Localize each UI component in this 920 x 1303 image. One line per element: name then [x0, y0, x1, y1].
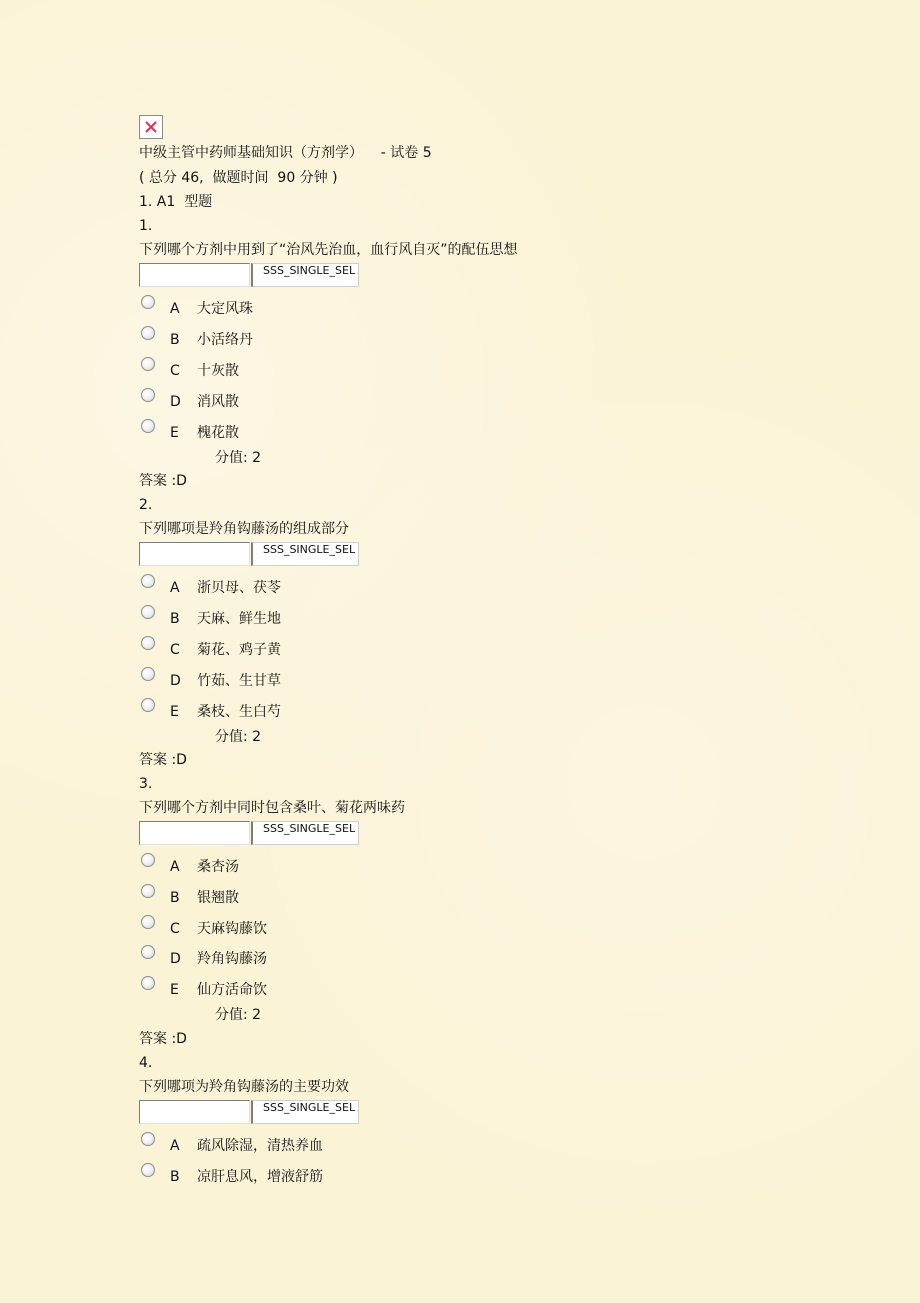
select-type-label: SSS_SINGLE_SEL — [251, 263, 359, 287]
radio-button[interactable] — [141, 574, 155, 588]
question-stem: 下列哪个方剂中用到了“治风先治血，血行风自灭”的配伍思想 — [139, 242, 518, 258]
question-stem: 下列哪项为羚角钩藤汤的主要功效 — [139, 1079, 349, 1095]
radio-button[interactable] — [141, 295, 155, 309]
radio-button[interactable] — [141, 667, 155, 681]
select-type-label: SSS_SINGLE_SEL — [251, 542, 359, 566]
radio-button[interactable] — [141, 388, 155, 402]
answer-key: 答案 :D — [139, 473, 187, 489]
question-number: 4. — [139, 1055, 153, 1071]
answer-input[interactable] — [139, 1100, 250, 1124]
question-number: 2. — [139, 497, 153, 513]
radio-button[interactable] — [141, 976, 155, 990]
score-value: 分值: 2 — [215, 450, 262, 466]
broken-image-icon — [139, 115, 163, 139]
answer-input[interactable] — [139, 542, 250, 566]
radio-button[interactable] — [141, 1132, 155, 1146]
radio-button[interactable] — [141, 636, 155, 650]
radio-button[interactable] — [141, 853, 155, 867]
radio-button[interactable] — [141, 605, 155, 619]
answer-select[interactable] — [139, 1100, 359, 1126]
question-number: 3. — [139, 776, 153, 792]
exam-title: 中级主管中药师基础知识（方剂学） - 试卷 5 — [139, 145, 432, 161]
exam-summary: ( 总分 46, 做题时间 90 分钟 ) — [139, 170, 338, 186]
answer-select[interactable] — [139, 542, 359, 568]
question-stem: 下列哪项是羚角钩藤汤的组成部分 — [139, 521, 349, 537]
radio-button[interactable] — [141, 419, 155, 433]
radio-button[interactable] — [141, 945, 155, 959]
answer-select[interactable] — [139, 821, 359, 847]
radio-button[interactable] — [141, 915, 155, 929]
select-type-label: SSS_SINGLE_SEL — [251, 821, 359, 845]
answer-key: 答案 :D — [139, 752, 187, 768]
question-number: 1. — [139, 218, 153, 234]
answer-input[interactable] — [139, 263, 250, 287]
question-stem: 下列哪个方剂中同时包含桑叶、菊花两味药 — [139, 800, 405, 816]
score-value: 分值: 2 — [215, 1007, 262, 1023]
section-heading: 1. A1 型题 — [139, 194, 213, 210]
answer-select[interactable] — [139, 263, 359, 289]
radio-button[interactable] — [141, 698, 155, 712]
select-type-label: SSS_SINGLE_SEL — [251, 1100, 359, 1124]
radio-button[interactable] — [141, 357, 155, 371]
radio-button[interactable] — [141, 1163, 155, 1177]
radio-button[interactable] — [141, 326, 155, 340]
answer-key: 答案 :D — [139, 1031, 187, 1047]
document-page: 中级主管中药师基础知识（方剂学） - 试卷 5 ( 总分 46, 做题时间 90 分钟 ) 1. A1 型题 1. 下列哪个方剂中用到了“治风先治血，血行风自灭”的配伍思想 SSS_SINGLE_SEL A 大定风珠 B 小活络丹 C 十灰散 D 消风散 E 槐花散 分值: 2 答案 :D 2. 下列哪项是羚角钩藤汤的组成部分 SSS_SINGLE_SEL A 浙贝母、茯苓 B 天麻、鲜生地 C 菊花、鸡子黄 D 竹茹、生甘草 E 桑枝、生白芍 分值: 2 答案 :D 3. 下列哪个方剂中同时包含桑叶、菊花两味药 SSS_SINGLE_SEL A 桑杏汤 B 银翘散 C 天麻钩藤饮 D 羚角钩藤汤 E 仙方活命饮 分值: 2 答案 :D 4. 下列哪项为羚角钩藤汤的主要功效 SSS_SINGLE_SEL A 疏风除湿，清热养血 B 凉肝息风，增液舒筋 — [0, 0, 920, 1303]
answer-input[interactable] — [139, 821, 250, 845]
radio-button[interactable] — [141, 884, 155, 898]
score-value: 分值: 2 — [215, 729, 262, 745]
